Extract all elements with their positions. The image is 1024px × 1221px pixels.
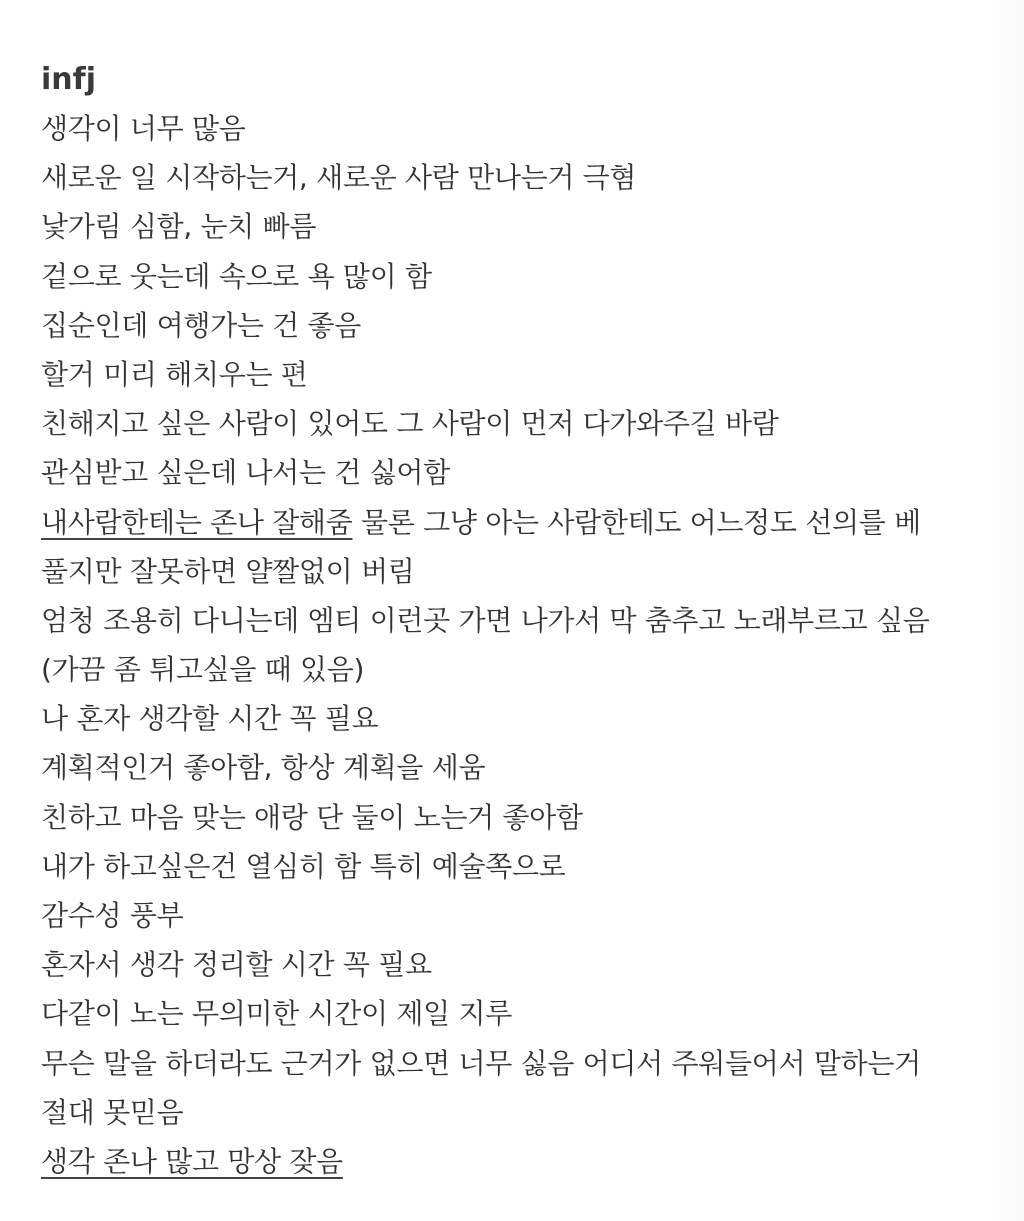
text-line — [41, 498, 1001, 547]
text-line — [41, 645, 1001, 694]
text-line — [41, 252, 1001, 301]
line-text: 혼자서 생각 정리할 시간 꼭 필요 — [41, 948, 432, 982]
line-text: 생각이 너무 많음 — [41, 112, 246, 145]
line-text: 계획적인거 좋아함, 항상 계획을 세움 — [41, 751, 486, 785]
line-text: 새로운 일 시작하는거, 새로운 사람 만나는거 극혐 — [41, 161, 637, 195]
text-lines — [41, 104, 1001, 1186]
text-line — [41, 104, 1001, 153]
line-text: 풀지만 잘못하면 얄짤없이 버림 — [41, 554, 415, 588]
underlined-text: 생각 존나 많고 망상 잦음 — [41, 1144, 343, 1178]
text-line — [41, 1039, 1001, 1088]
line-text: 나 혼자 생각할 시간 꼭 필요 — [41, 702, 379, 736]
text-line — [41, 842, 1001, 891]
text-line — [41, 1137, 1001, 1186]
text-line — [41, 350, 1001, 399]
text-line — [41, 399, 1001, 448]
line-text: 무슨 말을 하더라도 근거가 없으면 너무 싫음 어디서 주워들어서 말하는거 — [41, 1046, 921, 1080]
line-text: 내가 하고싶은건 열심히 함 특히 예술쪽으로 — [41, 849, 566, 883]
line-text: 겉으로 웃는데 속으로 욕 많이 함 — [41, 259, 432, 293]
line-text: 감수성 풍부 — [41, 899, 184, 932]
text-line — [41, 891, 1001, 940]
text-line — [41, 596, 1001, 645]
line-text: (가끔 좀 튀고싶을 때 있음) — [41, 653, 365, 687]
text-line — [41, 153, 1001, 202]
line-text: 엄청 조용히 다니는데 엠티 이런곳 가면 나가서 막 춤추고 노래부르고 싶음 — [41, 603, 930, 637]
text-line — [41, 989, 1001, 1038]
underlined-text: 내사람한테는 존나 잘해줌 — [41, 505, 353, 539]
line-text: 집순인데 여행가는 건 좋음 — [41, 308, 362, 342]
text-line — [41, 202, 1001, 251]
line-text: 관심받고 싶은데 나서는 건 싫어함 — [41, 456, 450, 490]
text-line — [41, 694, 1001, 743]
line-text: 물론 그냥 아는 사람한테도 어느정도 선의를 베 — [352, 505, 921, 539]
text-line — [41, 1088, 1001, 1137]
text-line — [41, 940, 1001, 989]
document-title: infj — [41, 62, 96, 97]
line-text: 친해지고 싶은 사람이 있어도 그 사람이 먼저 다가와주길 바람 — [41, 407, 779, 441]
line-text: 할거 미리 해치우는 편 — [41, 357, 308, 391]
line-text: 낯가림 심함, 눈치 빠름 — [41, 210, 317, 244]
text-line — [41, 743, 1001, 792]
line-text: 친하고 마음 맞는 애랑 단 둘이 노는거 좋아함 — [41, 800, 583, 834]
right-edge-shadow — [984, 0, 1024, 1221]
line-text: 절대 못믿음 — [41, 1095, 184, 1129]
text-line — [41, 547, 1001, 596]
text-line — [41, 301, 1001, 350]
text-line — [41, 793, 1001, 842]
document-body — [41, 56, 1001, 1186]
text-line — [41, 448, 1001, 497]
line-text: 다같이 노는 무의미한 시간이 제일 지루 — [41, 997, 512, 1031]
